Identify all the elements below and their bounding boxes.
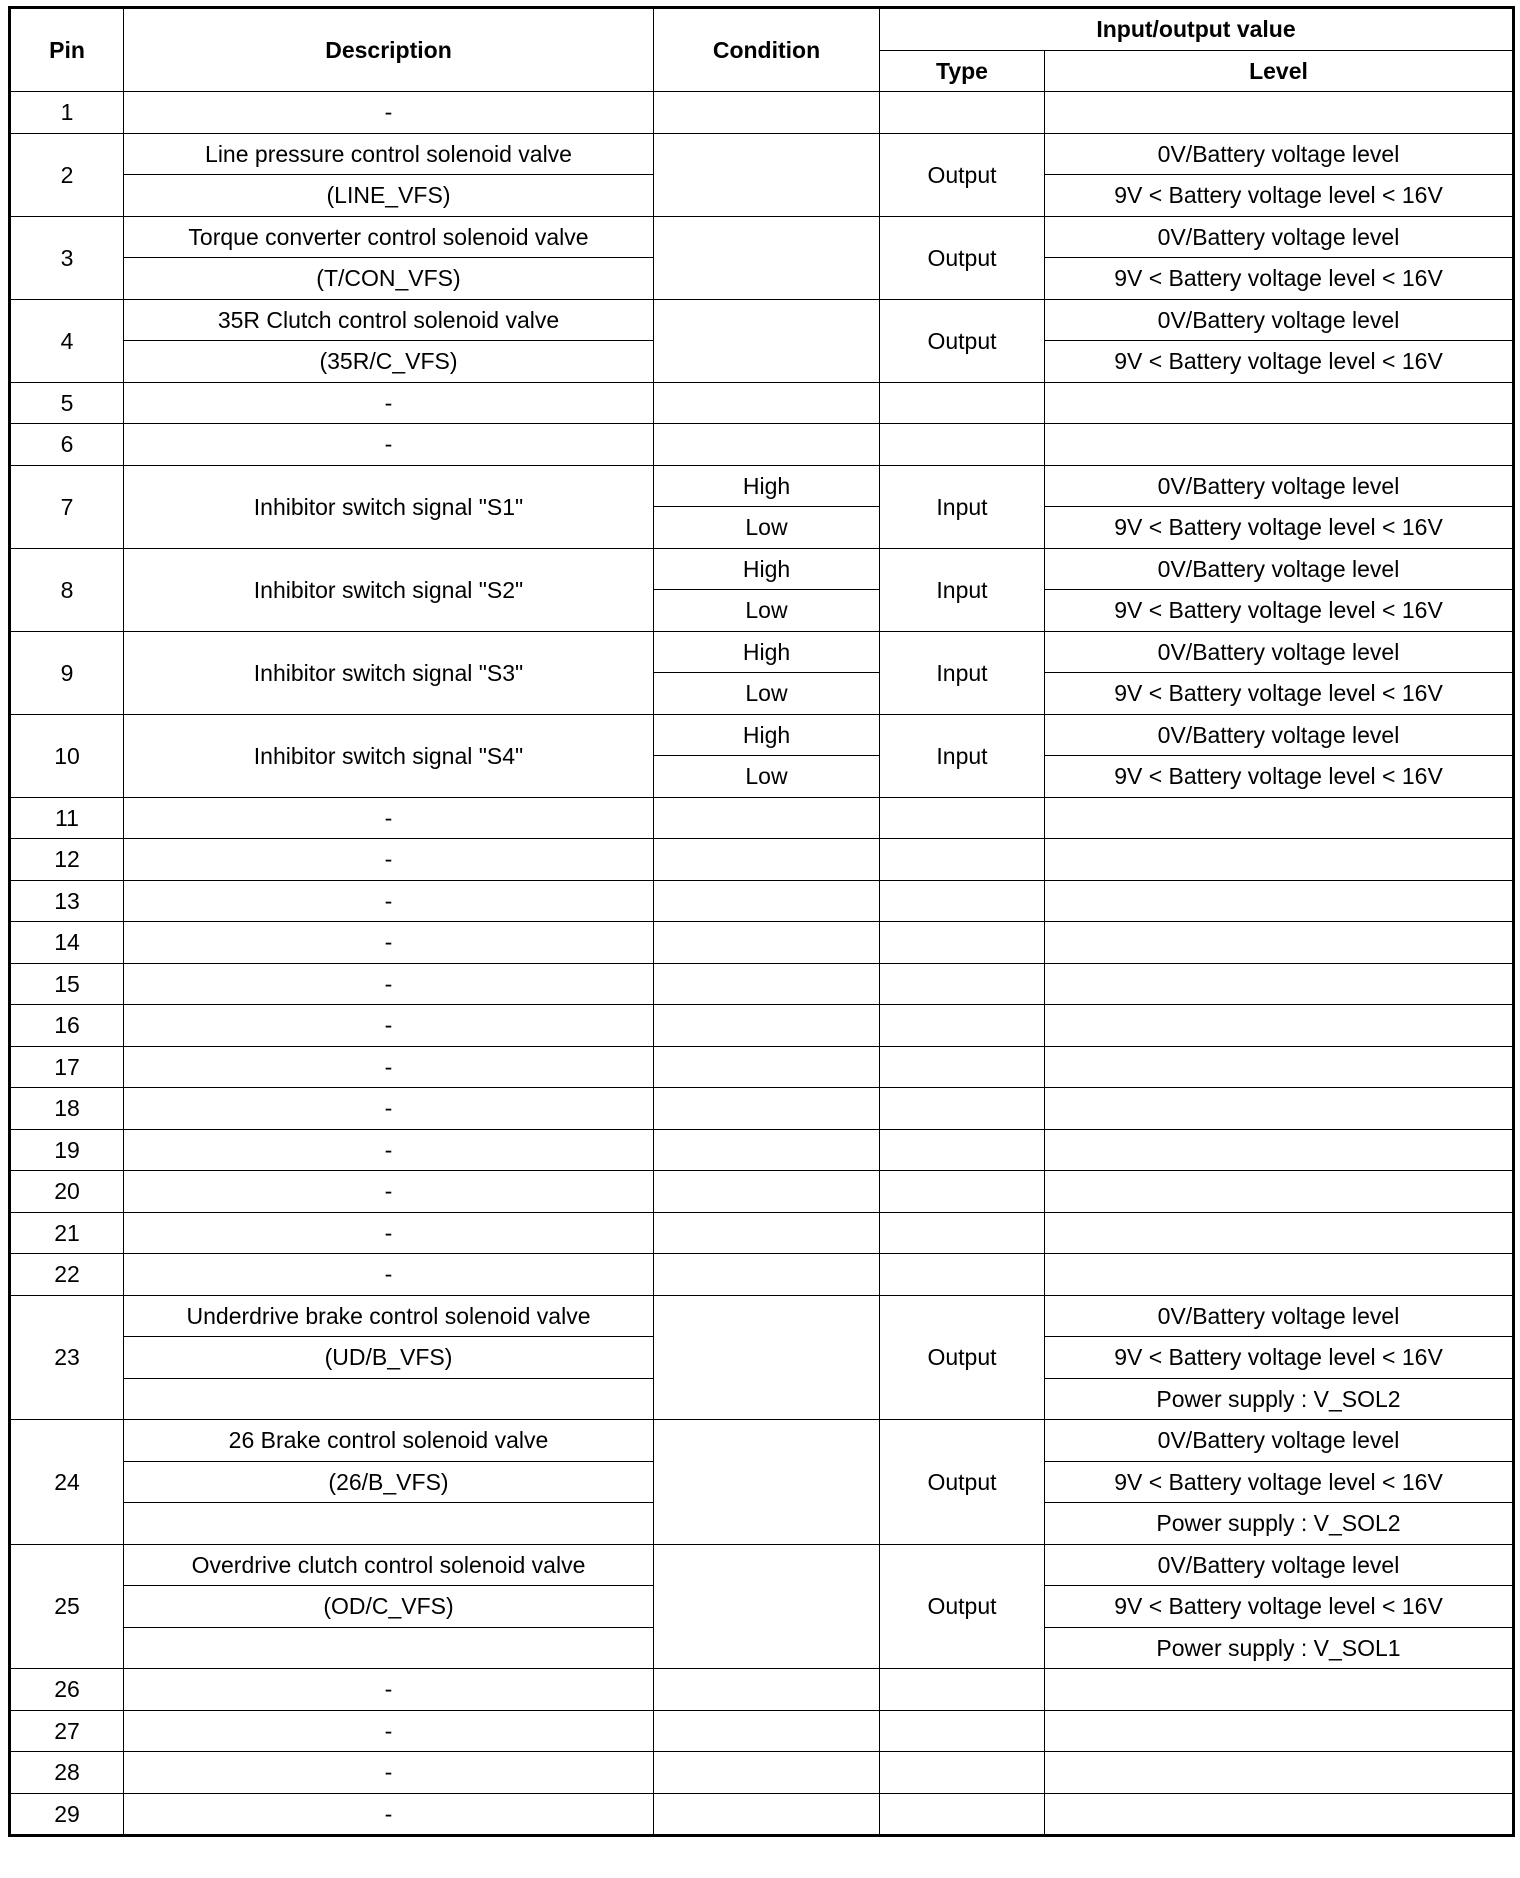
- pin-cell: 19: [10, 1129, 124, 1171]
- description-cell: -: [124, 1669, 654, 1711]
- level-cell: [1045, 1752, 1514, 1794]
- type-cell: [880, 382, 1045, 424]
- table-row: [10, 922, 1514, 964]
- condition-cell: [654, 922, 880, 964]
- description-cell: -: [124, 92, 654, 134]
- description-cell: -: [124, 839, 654, 881]
- description-cell: Inhibitor switch signal "S2": [124, 548, 654, 631]
- table-row: [10, 880, 1514, 922]
- pin-table: [8, 6, 1515, 1837]
- condition-cell: [654, 299, 880, 382]
- level-cell: 0V/Battery voltage level: [1045, 299, 1514, 341]
- type-cell: Input: [880, 548, 1045, 631]
- description-cell: -: [124, 1793, 654, 1836]
- condition-cell: [654, 1710, 880, 1752]
- condition-cell: [654, 880, 880, 922]
- description-cell: (UD/B_VFS): [124, 1337, 654, 1379]
- condition-cell: [654, 1254, 880, 1296]
- table-row: [10, 1046, 1514, 1088]
- level-cell: 9V < Battery voltage level < 16V: [1045, 590, 1514, 632]
- pin-cell: 5: [10, 382, 124, 424]
- condition-cell: [654, 1544, 880, 1669]
- level-cell: 9V < Battery voltage level < 16V: [1045, 175, 1514, 217]
- condition-cell: [654, 1295, 880, 1420]
- table-row: [10, 1420, 1514, 1462]
- description-cell: Inhibitor switch signal "S4": [124, 714, 654, 797]
- description-cell: -: [124, 424, 654, 466]
- level-cell: 0V/Battery voltage level: [1045, 1295, 1514, 1337]
- description-cell: -: [124, 1254, 654, 1296]
- condition-cell: Low: [654, 507, 880, 549]
- level-cell: 9V < Battery voltage level < 16V: [1045, 1461, 1514, 1503]
- level-cell: [1045, 922, 1514, 964]
- condition-cell: [654, 1046, 880, 1088]
- pin-cell: 10: [10, 714, 124, 797]
- pin-cell: 18: [10, 1088, 124, 1130]
- pin-cell: 24: [10, 1420, 124, 1545]
- level-cell: [1045, 1254, 1514, 1296]
- pin-cell: 11: [10, 797, 124, 839]
- level-cell: [1045, 382, 1514, 424]
- table-row: [10, 839, 1514, 881]
- level-cell: [1045, 880, 1514, 922]
- type-cell: [880, 424, 1045, 466]
- pin-cell: 12: [10, 839, 124, 881]
- condition-cell: [654, 1171, 880, 1213]
- condition-cell: [654, 797, 880, 839]
- table-row: [10, 465, 1514, 507]
- header-pin: Pin: [10, 8, 124, 92]
- table-row: [10, 216, 1514, 258]
- pin-cell: 27: [10, 1710, 124, 1752]
- description-cell: -: [124, 1171, 654, 1213]
- pin-cell: 26: [10, 1669, 124, 1711]
- type-cell: Input: [880, 714, 1045, 797]
- level-cell: [1045, 1710, 1514, 1752]
- description-cell: 26 Brake control solenoid valve: [124, 1420, 654, 1462]
- description-cell: -: [124, 880, 654, 922]
- type-cell: [880, 92, 1045, 134]
- description-cell: -: [124, 1212, 654, 1254]
- pin-cell: 7: [10, 465, 124, 548]
- type-cell: [880, 1212, 1045, 1254]
- condition-cell: [654, 1793, 880, 1836]
- level-cell: [1045, 1793, 1514, 1836]
- level-cell: Power supply : V_SOL2: [1045, 1503, 1514, 1545]
- description-cell: 35R Clutch control solenoid valve: [124, 299, 654, 341]
- condition-cell: High: [654, 465, 880, 507]
- header-condition: Condition: [654, 8, 880, 92]
- condition-cell: [654, 1129, 880, 1171]
- table-row: [10, 424, 1514, 466]
- condition-cell: High: [654, 548, 880, 590]
- description-cell: -: [124, 963, 654, 1005]
- table-row: [10, 1793, 1514, 1836]
- level-cell: [1045, 1129, 1514, 1171]
- level-cell: 0V/Battery voltage level: [1045, 1420, 1514, 1462]
- level-cell: [1045, 424, 1514, 466]
- condition-cell: [654, 424, 880, 466]
- level-cell: 9V < Battery voltage level < 16V: [1045, 341, 1514, 383]
- type-cell: Output: [880, 1295, 1045, 1420]
- type-cell: [880, 1669, 1045, 1711]
- description-cell: Inhibitor switch signal "S1": [124, 465, 654, 548]
- table-row: [10, 1669, 1514, 1711]
- condition-cell: [654, 382, 880, 424]
- condition-cell: [654, 839, 880, 881]
- description-cell: [124, 1503, 654, 1545]
- pin-table-container: [8, 6, 1512, 1837]
- table-body: [10, 92, 1514, 1836]
- type-cell: Output: [880, 216, 1045, 299]
- header-io-value: Input/output value: [880, 8, 1514, 51]
- level-cell: 9V < Battery voltage level < 16V: [1045, 507, 1514, 549]
- condition-cell: [654, 216, 880, 299]
- type-cell: [880, 797, 1045, 839]
- description-cell: [124, 1378, 654, 1420]
- type-cell: [880, 839, 1045, 881]
- level-cell: 0V/Battery voltage level: [1045, 1544, 1514, 1586]
- description-cell: [124, 1627, 654, 1669]
- table-row: [10, 1129, 1514, 1171]
- pin-cell: 21: [10, 1212, 124, 1254]
- type-cell: Output: [880, 133, 1045, 216]
- level-cell: [1045, 797, 1514, 839]
- condition-cell: [654, 1005, 880, 1047]
- description-cell: Line pressure control solenoid valve: [124, 133, 654, 175]
- level-cell: [1045, 92, 1514, 134]
- type-cell: Output: [880, 1544, 1045, 1669]
- pin-cell: 22: [10, 1254, 124, 1296]
- description-cell: Underdrive brake control solenoid valve: [124, 1295, 654, 1337]
- level-cell: [1045, 1669, 1514, 1711]
- table-row: [10, 1295, 1514, 1337]
- table-row: [10, 1212, 1514, 1254]
- pin-cell: 1: [10, 92, 124, 134]
- condition-cell: High: [654, 714, 880, 756]
- description-cell: -: [124, 1088, 654, 1130]
- description-cell: (T/CON_VFS): [124, 258, 654, 300]
- description-cell: -: [124, 922, 654, 964]
- type-cell: [880, 1752, 1045, 1794]
- table-row: [10, 1544, 1514, 1586]
- table-row: [10, 631, 1514, 673]
- pin-cell: 4: [10, 299, 124, 382]
- type-cell: [880, 1088, 1045, 1130]
- type-cell: [880, 1129, 1045, 1171]
- pin-cell: 9: [10, 631, 124, 714]
- pin-cell: 13: [10, 880, 124, 922]
- description-cell: -: [124, 1710, 654, 1752]
- condition-cell: Low: [654, 756, 880, 798]
- pin-cell: 15: [10, 963, 124, 1005]
- type-cell: [880, 922, 1045, 964]
- type-cell: [880, 1171, 1045, 1213]
- level-cell: 0V/Battery voltage level: [1045, 465, 1514, 507]
- level-cell: 9V < Battery voltage level < 16V: [1045, 1337, 1514, 1379]
- description-cell: Torque converter control solenoid valve: [124, 216, 654, 258]
- description-cell: (35R/C_VFS): [124, 341, 654, 383]
- type-cell: [880, 1710, 1045, 1752]
- table-row: [10, 1088, 1514, 1130]
- description-cell: -: [124, 797, 654, 839]
- header-level: Level: [1045, 50, 1514, 92]
- level-cell: 0V/Battery voltage level: [1045, 548, 1514, 590]
- table-row: [10, 1254, 1514, 1296]
- level-cell: 9V < Battery voltage level < 16V: [1045, 258, 1514, 300]
- level-cell: 0V/Battery voltage level: [1045, 631, 1514, 673]
- condition-cell: [654, 133, 880, 216]
- level-cell: 9V < Battery voltage level < 16V: [1045, 1586, 1514, 1628]
- pin-cell: 3: [10, 216, 124, 299]
- condition-cell: [654, 92, 880, 134]
- level-cell: [1045, 1171, 1514, 1213]
- type-cell: Output: [880, 299, 1045, 382]
- description-cell: (LINE_VFS): [124, 175, 654, 217]
- condition-cell: [654, 1669, 880, 1711]
- table-row: [10, 1005, 1514, 1047]
- level-cell: [1045, 839, 1514, 881]
- type-cell: [880, 880, 1045, 922]
- level-cell: 9V < Battery voltage level < 16V: [1045, 756, 1514, 798]
- level-cell: [1045, 1088, 1514, 1130]
- table-row: [10, 548, 1514, 590]
- condition-cell: [654, 1752, 880, 1794]
- type-cell: Input: [880, 631, 1045, 714]
- description-cell: -: [124, 1752, 654, 1794]
- table-row: [10, 1171, 1514, 1213]
- level-cell: 0V/Battery voltage level: [1045, 133, 1514, 175]
- table-row: [10, 1710, 1514, 1752]
- type-cell: [880, 1254, 1045, 1296]
- pin-cell: 14: [10, 922, 124, 964]
- header-description: Description: [124, 8, 654, 92]
- condition-cell: Low: [654, 673, 880, 715]
- table-row: [10, 133, 1514, 175]
- pin-cell: 17: [10, 1046, 124, 1088]
- level-cell: 9V < Battery voltage level < 16V: [1045, 673, 1514, 715]
- description-cell: -: [124, 1005, 654, 1047]
- pin-cell: 28: [10, 1752, 124, 1794]
- level-cell: [1045, 963, 1514, 1005]
- type-cell: [880, 1005, 1045, 1047]
- table-row: [10, 714, 1514, 756]
- description-cell: (26/B_VFS): [124, 1461, 654, 1503]
- pin-cell: 6: [10, 424, 124, 466]
- table-row: [10, 382, 1514, 424]
- pin-cell: 2: [10, 133, 124, 216]
- level-cell: [1045, 1046, 1514, 1088]
- pin-cell: 25: [10, 1544, 124, 1669]
- condition-cell: High: [654, 631, 880, 673]
- type-cell: Input: [880, 465, 1045, 548]
- level-cell: [1045, 1005, 1514, 1047]
- type-cell: [880, 1046, 1045, 1088]
- condition-cell: [654, 1088, 880, 1130]
- table-row: [10, 1752, 1514, 1794]
- description-cell: Overdrive clutch control solenoid valve: [124, 1544, 654, 1586]
- table-row: [10, 963, 1514, 1005]
- description-cell: -: [124, 1129, 654, 1171]
- type-cell: [880, 1793, 1045, 1836]
- pin-cell: 16: [10, 1005, 124, 1047]
- level-cell: 0V/Battery voltage level: [1045, 714, 1514, 756]
- pin-cell: 8: [10, 548, 124, 631]
- pin-cell: 29: [10, 1793, 124, 1836]
- type-cell: [880, 963, 1045, 1005]
- pin-cell: 20: [10, 1171, 124, 1213]
- condition-cell: [654, 1420, 880, 1545]
- description-cell: Inhibitor switch signal "S3": [124, 631, 654, 714]
- description-cell: (OD/C_VFS): [124, 1586, 654, 1628]
- condition-cell: [654, 1212, 880, 1254]
- table-row: [10, 797, 1514, 839]
- pin-cell: 23: [10, 1295, 124, 1420]
- table-row: [10, 299, 1514, 341]
- level-cell: Power supply : V_SOL2: [1045, 1378, 1514, 1420]
- type-cell: Output: [880, 1420, 1045, 1545]
- level-cell: 0V/Battery voltage level: [1045, 216, 1514, 258]
- level-cell: [1045, 1212, 1514, 1254]
- description-cell: -: [124, 1046, 654, 1088]
- level-cell: Power supply : V_SOL1: [1045, 1627, 1514, 1669]
- condition-cell: [654, 963, 880, 1005]
- description-cell: -: [124, 382, 654, 424]
- header-type: Type: [880, 50, 1045, 92]
- table-header: [10, 8, 1514, 92]
- condition-cell: Low: [654, 590, 880, 632]
- table-row: [10, 92, 1514, 134]
